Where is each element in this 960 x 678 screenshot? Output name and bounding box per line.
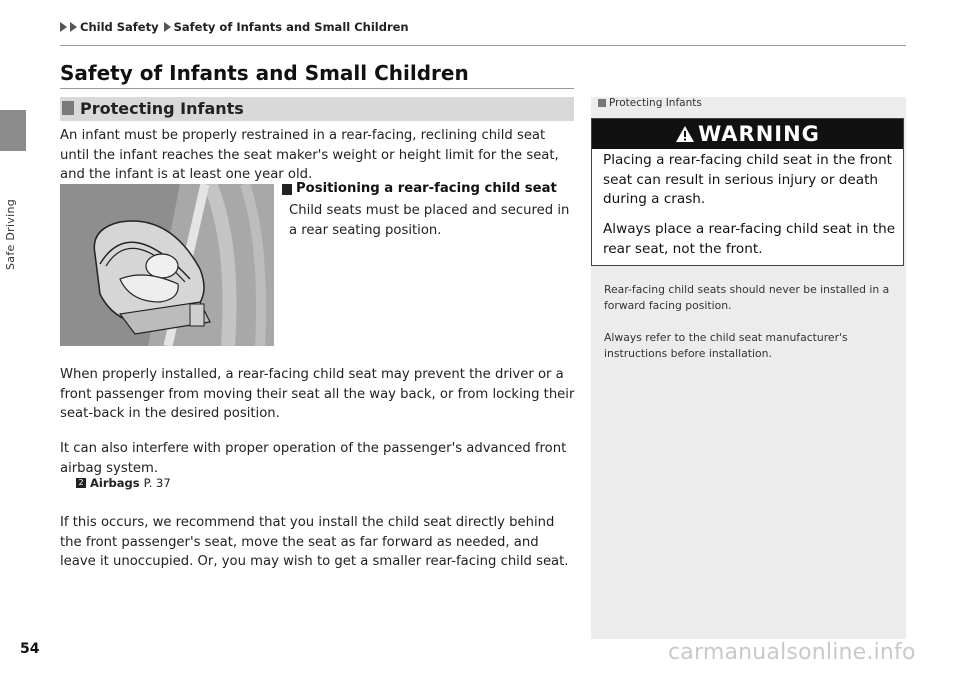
airbags-reference[interactable] <box>76 476 171 490</box>
sidebar-heading-text: Protecting Infants <box>609 97 702 109</box>
watermark: carmanualsonline.info <box>668 640 916 665</box>
breadcrumb-arrow-icon <box>60 22 67 32</box>
warning-triangle-icon <box>675 125 695 143</box>
child-seat-drawing <box>60 184 274 346</box>
subheading: Positioning a rear-facing child seat <box>296 181 557 196</box>
paragraph-2: When properly installed, a rear-facing child seat may prevent the driver or a front passenger from moving their seat all the way back, or from locking their seat-back in the desired position. <box>60 367 575 421</box>
intro-paragraph: An infant must be properly restrained in a rear-facing, reclining child seat until the infant reaches the seat maker's weight or height limit for the seat, and the infant is at least one year old. <box>60 128 559 182</box>
breadcrumb-current: Safety of Infants and Small Children <box>173 20 409 34</box>
reference-page[interactable]: P. 37 <box>143 476 171 490</box>
child-seat-illustration <box>60 184 274 346</box>
section-square-icon <box>62 101 74 115</box>
breadcrumb <box>60 20 409 34</box>
sidebar-marker-icon <box>598 99 606 107</box>
reference-label[interactable]: Airbags <box>90 476 140 490</box>
warning-text-2: Always place a rear-facing child seat in the rear seat, not the front. <box>603 221 896 257</box>
title-rule <box>60 88 574 89</box>
subheading-square-icon <box>282 184 292 195</box>
page-title: Safety of Infants and Small Children <box>60 61 469 85</box>
chapter-label: Safe Driving <box>4 198 17 270</box>
paragraph-3: It can also interfere with proper operation of the passenger's advanced front airbag system. <box>60 441 567 476</box>
breadcrumb-arrow-icon <box>70 22 77 32</box>
sidebar-note-1: Rear-facing child seats should never be installed in a forward facing position. <box>604 283 890 312</box>
warning-title-text: WARNING <box>698 122 820 146</box>
warning-title <box>592 119 903 149</box>
sidebar-heading <box>598 97 702 109</box>
section-title: Protecting Infants <box>80 99 244 118</box>
chapter-tab <box>0 110 26 151</box>
breadcrumb-arrow-icon <box>164 22 171 32</box>
header-rule <box>60 45 906 46</box>
page-number: 54 <box>20 641 40 657</box>
sidebar-note-2: Always refer to the child seat manufacturer's instructions before installation. <box>604 331 848 360</box>
subheading-text: Child seats must be placed and secured in a rear seating position. <box>289 203 570 238</box>
reference-arrow-icon: 2 <box>76 478 86 488</box>
breadcrumb-parent[interactable]: Child Safety <box>80 20 159 34</box>
warning-text-1: Placing a rear-facing child seat in the front seat can result in serious injury or death during a crash. <box>603 152 893 207</box>
paragraph-4: If this occurs, we recommend that you install the child seat directly behind the front passenger's seat, move the seat as far forward as needed, and leave it unoccupied. Or, you may wish to get a smaller rear-facing child seat. <box>60 515 569 569</box>
